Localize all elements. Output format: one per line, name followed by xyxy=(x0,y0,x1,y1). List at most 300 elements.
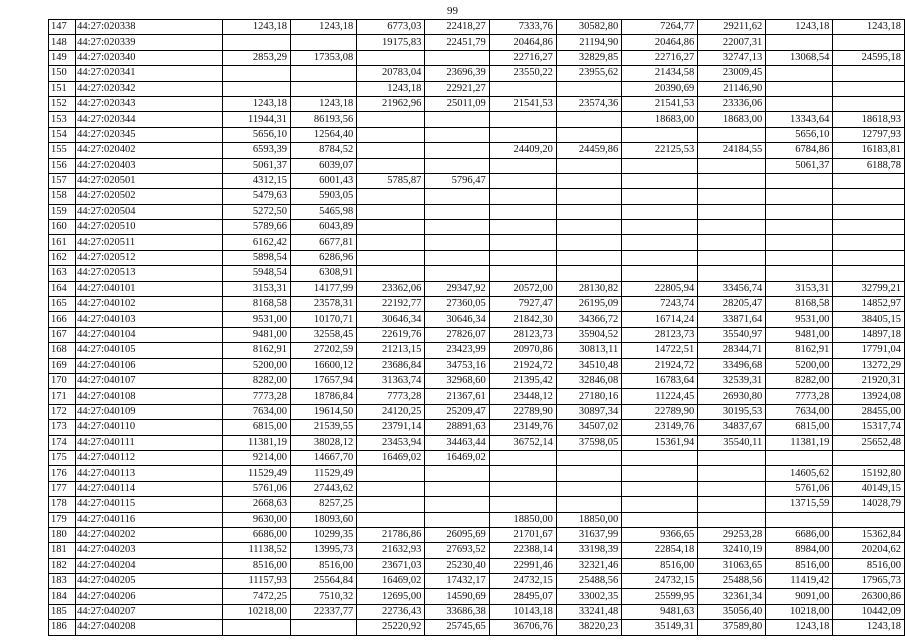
row-number-cell: 174 xyxy=(49,435,76,450)
value-cell: 12695,00 xyxy=(357,589,425,604)
value-cell xyxy=(766,189,833,204)
value-cell: 32829,85 xyxy=(556,50,621,65)
value-cell: 7773,28 xyxy=(223,389,291,404)
value-cell: 33871,64 xyxy=(698,312,766,327)
value-cell: 23574,36 xyxy=(556,96,621,111)
value-cell: 21701,67 xyxy=(489,527,556,542)
value-cell xyxy=(357,512,425,527)
value-cell: 6686,00 xyxy=(766,527,833,542)
value-cell: 5948,54 xyxy=(223,266,291,281)
cadastral-number-cell: 44:27:040208 xyxy=(76,620,223,635)
value-cell xyxy=(489,158,556,173)
value-cell: 3153,31 xyxy=(223,281,291,296)
value-cell: 11381,19 xyxy=(766,435,833,450)
row-number-cell: 148 xyxy=(49,35,76,50)
value-cell: 27360,05 xyxy=(425,297,489,312)
value-cell: 7927,47 xyxy=(489,297,556,312)
value-cell xyxy=(223,66,291,81)
value-cell: 32968,60 xyxy=(425,373,489,388)
value-cell xyxy=(833,66,905,81)
value-cell: 11529,49 xyxy=(291,466,357,481)
value-cell xyxy=(833,189,905,204)
value-cell: 15362,84 xyxy=(833,527,905,542)
value-cell: 38028,12 xyxy=(291,435,357,450)
cadastral-number-cell: 44:27:040113 xyxy=(76,466,223,481)
value-cell: 23423,99 xyxy=(425,343,489,358)
value-cell: 16600,12 xyxy=(291,358,357,373)
value-cell: 5656,10 xyxy=(766,127,833,142)
value-cell xyxy=(223,620,291,635)
value-cell: 20464,86 xyxy=(622,35,698,50)
value-cell: 25745,65 xyxy=(425,620,489,635)
table-row xyxy=(49,358,905,373)
value-cell: 11224,45 xyxy=(622,389,698,404)
value-cell: 22805,94 xyxy=(622,281,698,296)
row-number-cell: 153 xyxy=(49,112,76,127)
value-cell: 23791,14 xyxy=(357,420,425,435)
table-row xyxy=(49,35,905,50)
table-row xyxy=(49,189,905,204)
value-cell: 6593,39 xyxy=(223,143,291,158)
value-cell: 7510,32 xyxy=(291,589,357,604)
value-cell: 5796,47 xyxy=(425,173,489,188)
table-row xyxy=(49,204,905,219)
cadastral-number-cell: 44:27:040115 xyxy=(76,497,223,512)
value-cell: 7773,28 xyxy=(766,389,833,404)
value-cell: 5761,06 xyxy=(766,481,833,496)
cadastral-number-cell: 44:27:040112 xyxy=(76,450,223,465)
cadastral-number-cell: 44:27:040110 xyxy=(76,420,223,435)
value-cell xyxy=(425,204,489,219)
value-cell: 14605,62 xyxy=(766,466,833,481)
value-cell xyxy=(622,220,698,235)
table-row xyxy=(49,574,905,589)
cadastral-number-cell: 44:27:020502 xyxy=(76,189,223,204)
value-cell: 23009,45 xyxy=(698,66,766,81)
cadastral-number-cell: 44:27:020501 xyxy=(76,173,223,188)
value-cell xyxy=(622,235,698,250)
value-cell xyxy=(698,220,766,235)
value-cell: 16183,81 xyxy=(833,143,905,158)
value-cell: 29211,62 xyxy=(698,20,766,35)
value-cell: 23550,22 xyxy=(489,66,556,81)
value-cell xyxy=(622,481,698,496)
table-row xyxy=(49,558,905,573)
value-cell xyxy=(357,189,425,204)
value-cell: 28455,00 xyxy=(833,404,905,419)
value-cell: 22388,14 xyxy=(489,543,556,558)
table-row xyxy=(49,481,905,496)
table-row xyxy=(49,112,905,127)
value-cell: 40149,15 xyxy=(833,481,905,496)
value-cell: 37598,05 xyxy=(556,435,621,450)
table-row xyxy=(49,158,905,173)
value-cell: 1243,18 xyxy=(357,81,425,96)
value-cell: 5785,87 xyxy=(357,173,425,188)
cadastral-number-cell: 44:27:040105 xyxy=(76,343,223,358)
value-cell: 13272,29 xyxy=(833,358,905,373)
value-cell: 14852,97 xyxy=(833,297,905,312)
value-cell: 10143,18 xyxy=(489,604,556,619)
value-cell: 21924,72 xyxy=(489,358,556,373)
value-cell xyxy=(425,127,489,142)
value-cell: 16469,02 xyxy=(425,450,489,465)
table-row xyxy=(49,312,905,327)
value-cell: 38220,23 xyxy=(556,620,621,635)
cadastral-number-cell: 44:27:040114 xyxy=(76,481,223,496)
table-row xyxy=(49,66,905,81)
table-row xyxy=(49,220,905,235)
value-cell xyxy=(425,512,489,527)
value-cell: 30813,11 xyxy=(556,343,621,358)
value-cell: 6815,00 xyxy=(223,420,291,435)
value-cell: 12797,93 xyxy=(833,127,905,142)
value-cell: 21367,61 xyxy=(425,389,489,404)
value-cell: 21541,53 xyxy=(622,96,698,111)
value-cell xyxy=(622,266,698,281)
value-cell: 3153,31 xyxy=(766,281,833,296)
row-number-cell: 163 xyxy=(49,266,76,281)
value-cell: 20204,62 xyxy=(833,543,905,558)
value-cell: 11944,31 xyxy=(223,112,291,127)
value-cell: 8984,00 xyxy=(766,543,833,558)
cadastral-number-cell: 44:27:020343 xyxy=(76,96,223,111)
value-cell xyxy=(489,466,556,481)
value-cell: 17432,17 xyxy=(425,574,489,589)
value-cell: 13715,59 xyxy=(766,497,833,512)
cadastral-number-cell: 44:27:020512 xyxy=(76,250,223,265)
value-cell: 7472,25 xyxy=(223,589,291,604)
row-number-cell: 150 xyxy=(49,66,76,81)
row-number-cell: 160 xyxy=(49,220,76,235)
row-number-cell: 159 xyxy=(49,204,76,219)
value-cell xyxy=(291,81,357,96)
cadastral-number-cell: 44:27:020342 xyxy=(76,81,223,96)
value-cell xyxy=(489,250,556,265)
value-cell: 1243,18 xyxy=(833,620,905,635)
value-cell: 22736,43 xyxy=(357,604,425,619)
value-cell xyxy=(489,235,556,250)
value-cell xyxy=(425,250,489,265)
value-cell: 1243,18 xyxy=(766,20,833,35)
value-cell: 17965,73 xyxy=(833,574,905,589)
value-cell: 14028,79 xyxy=(833,497,905,512)
value-cell xyxy=(357,204,425,219)
value-cell xyxy=(425,158,489,173)
value-cell: 10218,00 xyxy=(766,604,833,619)
value-cell: 6815,00 xyxy=(766,420,833,435)
value-cell xyxy=(698,250,766,265)
value-cell: 11529,49 xyxy=(223,466,291,481)
value-cell: 23578,31 xyxy=(291,297,357,312)
value-cell: 9531,00 xyxy=(223,312,291,327)
value-cell: 38405,15 xyxy=(833,312,905,327)
value-cell xyxy=(357,143,425,158)
value-cell xyxy=(357,481,425,496)
value-cell: 14590,69 xyxy=(425,589,489,604)
value-cell: 17791,04 xyxy=(833,343,905,358)
value-cell: 25209,47 xyxy=(425,404,489,419)
value-cell: 21632,93 xyxy=(357,543,425,558)
value-cell: 21842,30 xyxy=(489,312,556,327)
value-cell xyxy=(357,235,425,250)
value-cell xyxy=(489,81,556,96)
row-number-cell: 183 xyxy=(49,574,76,589)
value-cell: 8516,00 xyxy=(622,558,698,573)
value-cell xyxy=(622,127,698,142)
value-cell: 8162,91 xyxy=(766,343,833,358)
cadastral-number-cell: 44:27:020510 xyxy=(76,220,223,235)
value-cell: 30195,53 xyxy=(698,404,766,419)
value-cell xyxy=(223,35,291,50)
value-cell: 5200,00 xyxy=(766,358,833,373)
value-cell: 33002,35 xyxy=(556,589,621,604)
table-row xyxy=(49,512,905,527)
value-cell xyxy=(556,450,621,465)
table-row xyxy=(49,435,905,450)
value-cell xyxy=(291,35,357,50)
value-cell: 23149,76 xyxy=(622,420,698,435)
cadastral-number-cell: 44:27:040102 xyxy=(76,297,223,312)
value-cell: 35056,40 xyxy=(698,604,766,619)
row-number-cell: 155 xyxy=(49,143,76,158)
value-cell xyxy=(833,450,905,465)
value-cell xyxy=(622,512,698,527)
table-row xyxy=(49,96,905,111)
cadastral-number-cell: 44:27:040116 xyxy=(76,512,223,527)
value-cell: 32361,34 xyxy=(698,589,766,604)
value-cell: 5061,37 xyxy=(766,158,833,173)
value-cell: 21395,42 xyxy=(489,373,556,388)
value-cell: 86193,56 xyxy=(291,112,357,127)
value-cell: 28123,73 xyxy=(622,327,698,342)
value-cell: 21962,96 xyxy=(357,96,425,111)
value-cell: 6001,43 xyxy=(291,173,357,188)
value-cell: 21786,86 xyxy=(357,527,425,542)
value-cell: 31063,65 xyxy=(698,558,766,573)
value-cell: 22789,90 xyxy=(622,404,698,419)
value-cell: 34510,48 xyxy=(556,358,621,373)
row-number-cell: 149 xyxy=(49,50,76,65)
cadastral-number-cell: 44:27:040203 xyxy=(76,543,223,558)
row-number-cell: 173 xyxy=(49,420,76,435)
value-cell xyxy=(489,127,556,142)
value-cell xyxy=(766,450,833,465)
value-cell: 15192,80 xyxy=(833,466,905,481)
value-cell: 6773,03 xyxy=(357,20,425,35)
table-row xyxy=(49,604,905,619)
row-number-cell: 162 xyxy=(49,250,76,265)
value-cell: 2668,63 xyxy=(223,497,291,512)
value-cell: 20390,69 xyxy=(622,81,698,96)
value-cell xyxy=(425,266,489,281)
value-cell: 34837,67 xyxy=(698,420,766,435)
row-number-cell: 166 xyxy=(49,312,76,327)
value-cell xyxy=(357,250,425,265)
data-table xyxy=(48,19,905,636)
value-cell: 35904,52 xyxy=(556,327,621,342)
value-cell: 7333,76 xyxy=(489,20,556,35)
value-cell xyxy=(766,173,833,188)
value-cell: 6286,96 xyxy=(291,250,357,265)
value-cell: 24409,20 xyxy=(489,143,556,158)
cadastral-number-cell: 44:27:020339 xyxy=(76,35,223,50)
value-cell xyxy=(833,266,905,281)
value-cell: 8282,00 xyxy=(766,373,833,388)
value-cell: 21213,15 xyxy=(357,343,425,358)
value-cell xyxy=(425,466,489,481)
value-cell: 16714,24 xyxy=(622,312,698,327)
value-cell: 6677,81 xyxy=(291,235,357,250)
value-cell: 6043,89 xyxy=(291,220,357,235)
row-number-cell: 169 xyxy=(49,358,76,373)
value-cell: 9481,00 xyxy=(223,327,291,342)
value-cell: 32539,31 xyxy=(698,373,766,388)
row-number-cell: 170 xyxy=(49,373,76,388)
value-cell: 30582,80 xyxy=(556,20,621,35)
value-cell: 24184,55 xyxy=(698,143,766,158)
value-cell xyxy=(833,96,905,111)
value-cell: 14177,99 xyxy=(291,281,357,296)
value-cell: 11157,93 xyxy=(223,574,291,589)
value-cell: 27826,07 xyxy=(425,327,489,342)
cadastral-number-cell: 44:27:020513 xyxy=(76,266,223,281)
value-cell xyxy=(425,235,489,250)
value-cell: 20572,00 xyxy=(489,281,556,296)
row-number-cell: 175 xyxy=(49,450,76,465)
value-cell xyxy=(291,66,357,81)
value-cell: 7634,00 xyxy=(766,404,833,419)
value-cell: 9214,00 xyxy=(223,450,291,465)
value-cell: 33686,38 xyxy=(425,604,489,619)
value-cell: 15317,74 xyxy=(833,420,905,435)
value-cell: 28891,63 xyxy=(425,420,489,435)
row-number-cell: 165 xyxy=(49,297,76,312)
value-cell xyxy=(698,481,766,496)
value-cell: 22007,31 xyxy=(698,35,766,50)
value-cell: 8516,00 xyxy=(223,558,291,573)
table-row xyxy=(49,281,905,296)
value-cell: 6188,78 xyxy=(833,158,905,173)
value-cell xyxy=(833,204,905,219)
value-cell xyxy=(489,220,556,235)
cadastral-number-cell: 44:27:020345 xyxy=(76,127,223,142)
value-cell xyxy=(556,173,621,188)
table-row xyxy=(49,389,905,404)
value-cell: 10218,00 xyxy=(223,604,291,619)
value-cell: 16469,02 xyxy=(357,574,425,589)
value-cell: 23149,76 xyxy=(489,420,556,435)
value-cell: 23686,84 xyxy=(357,358,425,373)
value-cell: 18850,00 xyxy=(556,512,621,527)
value-cell: 1243,18 xyxy=(291,96,357,111)
value-cell xyxy=(766,204,833,219)
value-cell: 34463,44 xyxy=(425,435,489,450)
value-cell: 26300,86 xyxy=(833,589,905,604)
value-cell: 21146,90 xyxy=(698,81,766,96)
value-cell: 6162,42 xyxy=(223,235,291,250)
value-cell: 23696,39 xyxy=(425,66,489,81)
value-cell xyxy=(766,250,833,265)
value-cell xyxy=(489,173,556,188)
row-number-cell: 179 xyxy=(49,512,76,527)
value-cell: 5903,05 xyxy=(291,189,357,204)
value-cell: 5200,00 xyxy=(223,358,291,373)
value-cell: 28495,07 xyxy=(489,589,556,604)
value-cell xyxy=(357,127,425,142)
value-cell xyxy=(766,35,833,50)
value-cell xyxy=(698,497,766,512)
value-cell xyxy=(833,35,905,50)
value-cell: 33496,68 xyxy=(698,358,766,373)
value-cell: 18786,84 xyxy=(291,389,357,404)
value-cell xyxy=(425,481,489,496)
row-number-cell: 147 xyxy=(49,20,76,35)
value-cell: 14722,51 xyxy=(622,343,698,358)
value-cell: 21920,31 xyxy=(833,373,905,388)
value-cell: 22716,27 xyxy=(489,50,556,65)
value-cell: 22619,76 xyxy=(357,327,425,342)
value-cell: 1243,18 xyxy=(223,96,291,111)
value-cell: 9366,65 xyxy=(622,527,698,542)
value-cell: 11138,52 xyxy=(223,543,291,558)
value-cell xyxy=(766,266,833,281)
value-cell: 26195,09 xyxy=(556,297,621,312)
value-cell: 23453,94 xyxy=(357,435,425,450)
value-cell: 21924,72 xyxy=(622,358,698,373)
value-cell: 34366,72 xyxy=(556,312,621,327)
value-cell: 34753,16 xyxy=(425,358,489,373)
value-cell: 13343,64 xyxy=(766,112,833,127)
cadastral-number-cell: 44:27:040106 xyxy=(76,358,223,373)
value-cell: 22991,46 xyxy=(489,558,556,573)
value-cell xyxy=(622,450,698,465)
table-row xyxy=(49,589,905,604)
value-cell: 4312,15 xyxy=(223,173,291,188)
value-cell xyxy=(556,189,621,204)
table-row xyxy=(49,81,905,96)
value-cell: 27202,59 xyxy=(291,343,357,358)
value-cell: 8168,58 xyxy=(766,297,833,312)
value-cell: 35540,97 xyxy=(698,327,766,342)
value-cell: 19614,50 xyxy=(291,404,357,419)
value-cell: 1243,18 xyxy=(291,20,357,35)
value-cell xyxy=(556,235,621,250)
value-cell: 7264,77 xyxy=(622,20,698,35)
value-cell xyxy=(556,481,621,496)
value-cell: 8516,00 xyxy=(766,558,833,573)
value-cell: 21541,53 xyxy=(489,96,556,111)
value-cell: 25220,92 xyxy=(357,620,425,635)
value-cell xyxy=(357,158,425,173)
value-cell xyxy=(698,127,766,142)
row-number-cell: 161 xyxy=(49,235,76,250)
value-cell: 17353,08 xyxy=(291,50,357,65)
value-cell xyxy=(698,466,766,481)
row-number-cell: 154 xyxy=(49,127,76,142)
value-cell: 18850,00 xyxy=(489,512,556,527)
value-cell: 30897,34 xyxy=(556,404,621,419)
value-cell: 23362,06 xyxy=(357,281,425,296)
value-cell: 32846,08 xyxy=(556,373,621,388)
value-cell: 24595,18 xyxy=(833,50,905,65)
table-row xyxy=(49,543,905,558)
row-number-cell: 182 xyxy=(49,558,76,573)
value-cell: 26095,69 xyxy=(425,527,489,542)
value-cell: 24120,25 xyxy=(357,404,425,419)
value-cell xyxy=(622,466,698,481)
cadastral-number-cell: 44:27:040103 xyxy=(76,312,223,327)
